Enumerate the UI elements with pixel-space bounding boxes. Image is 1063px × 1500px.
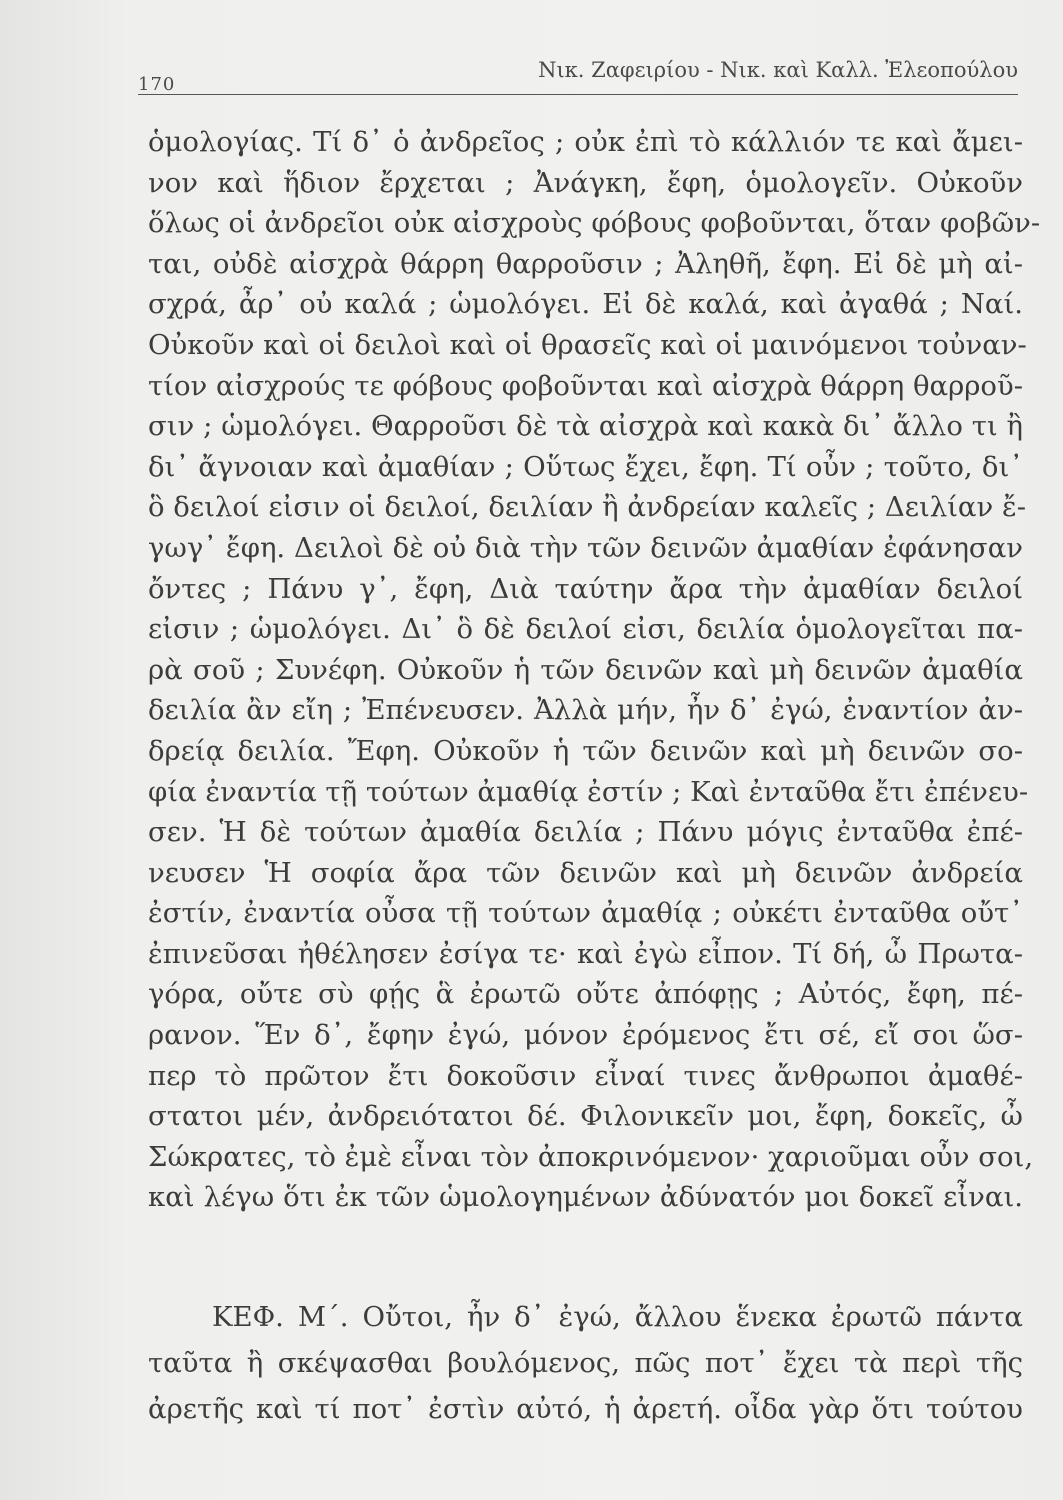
text-line: Οὐκοῦν καὶ οἱ δειλοὶ καὶ οἱ θρασεῖς καὶ οἱ μαινόμενοι τοὐναν- — [148, 328, 1027, 361]
main-paragraph — [148, 122, 1041, 1218]
text-line: ἐπινεῦσαι ἠθέλησεν ἐσίγα τε· καὶ ἐγὼ εἶπον. Τί δή, ὦ Πρωτα- — [148, 937, 1023, 970]
text-line: νευσεν Ἡ σοφία ἄρα τῶν δεινῶν καὶ μὴ δεινῶν ἀνδρεία — [148, 856, 1023, 889]
text-line: τίον αἰσχρούς τε φόβους φοβοῦνται καὶ αἰσχρὰ θάρρη θαρροῦ- — [148, 369, 1023, 402]
text-line: Σώκρατες, τὸ ἐμὲ εἶναι τὸν ἀποκρινόμενον· χαριοῦμαι οὖν σοι, — [148, 1140, 1034, 1173]
text-line: γωγ᾽ ἔφη. Δειλοὶ δὲ οὐ διὰ τὴν τῶν δεινῶν ἀμαθίαν ἐφάνησαν — [148, 531, 1023, 564]
text-line: σχρά, ἆρ᾽ οὐ καλά ; ὡμολόγει. Εἰ δὲ καλά, καὶ ἀγαθά ; Ναί. — [148, 288, 1023, 321]
header-rule — [138, 94, 1018, 95]
text-line: ἀρετῆς καὶ τί ποτ᾽ ἐστὶν αὐτό, ἡ ἀρετή. οἶδα γὰρ ὅτι τούτου — [148, 1393, 1023, 1425]
text-line: ὅλως οἱ ἀνδρεῖοι οὐκ αἰσχροὺς φόβους φοβοῦνται, ὅταν φοβῶν- — [148, 207, 1041, 240]
text-line: εἰσιν ; ὡμολόγει. Δι᾽ ὃ δὲ δειλοί εἰσι, δειλία ὁμολογεῖται πα- — [148, 613, 1023, 646]
text-line: ται, οὐδὲ αἰσχρὰ θάρρη θαρροῦσιν ; Ἀληθῆ, ἔφη. Εἰ δὲ μὴ αἰ- — [148, 247, 1023, 280]
text-line: σιν ; ὡμολόγει. Θαρροῦσι δὲ τὰ αἰσχρὰ καὶ κακὰ δι᾽ ἄλλο τι ἢ — [148, 410, 1023, 443]
text-line: ρανον. Ἕν δ᾽, ἔφην ἐγώ, μόνον ἐρόμενος ἔτι σέ, εἴ σοι ὥσ- — [148, 1019, 1023, 1052]
text-line: δειλία ἂν εἴη ; Ἐπένευσεν. Ἀλλὰ μήν, ἦν δ᾽ ἐγώ, ἐναντίον ἀν- — [148, 694, 1023, 727]
text-line: δρείᾳ δειλία. Ἔφη. Οὐκοῦν ἡ τῶν δεινῶν καὶ μὴ δεινῶν σο- — [148, 734, 1023, 767]
text-line: ὄντες ; Πάνυ γ᾽, ἔφη, Διὰ ταύτην ἄρα τὴν ἀμαθίαν δειλοί — [148, 572, 1023, 605]
chapter-paragraph — [148, 1294, 1023, 1432]
text-line: σεν. Ἡ δὲ τούτων ἀμαθία δειλία ; Πάνυ μόγις ἐνταῦθα ἐπέ- — [148, 816, 1023, 849]
text-line-last: καὶ λέγω ὅτι ἐκ τῶν ὡμολογημένων ἀδύνατόν μοι δοκεῖ εἶναι. — [148, 1181, 1023, 1214]
text-line: ρὰ σοῦ ; Συνέφη. Οὐκοῦν ἡ τῶν δεινῶν καὶ μὴ δεινῶν ἀμαθία — [148, 653, 1023, 686]
chapter-heading-line: ΚΕΦ. Μ΄. Οὔτοι, ἦν δ᾽ ἐγώ, ἄλλου ἕνεκα ἐρωτῶ πάντα — [212, 1301, 1023, 1333]
text-line: ταῦτα ἢ σκέψασθαι βουλόμενος, πῶς ποτ᾽ ἔχει τὰ περὶ τῆς — [148, 1347, 1023, 1379]
text-line: στατοι μέν, ἀνδρειότατοι δέ. Φιλονικεῖν μοι, ἔφη, δοκεῖς, ὦ — [148, 1100, 1023, 1133]
text-line: δι᾽ ἄγνοιαν καὶ ἀμαθίαν ; Οὕτως ἔχει, ἔφη. Τί οὖν ; τοῦτο, δι᾽ — [148, 450, 1023, 483]
text-line: ὃ δειλοί εἰσιν οἱ δειλοί, δειλίαν ἢ ἀνδρείαν καλεῖς ; Δειλίαν ἔ- — [148, 491, 1027, 524]
page-header — [138, 52, 1018, 98]
text-line: περ τὸ πρῶτον ἔτι δοκοῦσιν εἶναί τινες ἄνθρωποι ἀμαθέ- — [148, 1059, 1023, 1092]
text-line: νον καὶ ἥδιον ἔρχεται ; Ἀνάγκη, ἔφη, ὁμολογεῖν. Οὐκοῦν — [148, 166, 1023, 199]
text-line: ἐστίν, ἐναντία οὖσα τῇ τούτων ἀμαθίᾳ ; οὐκέτι ἐνταῦθα οὔτ᾽ — [148, 897, 1023, 930]
text-line: φία ἐναντία τῇ τούτων ἀμαθίᾳ ἐστίν ; Καὶ ἐνταῦθα ἔτι ἐπένευ- — [148, 775, 1029, 808]
text-line: ὁμολογίας. Τί δ᾽ ὁ ἀνδρεῖος ; οὐκ ἐπὶ τὸ κάλλιόν τε καὶ ἄμει- — [148, 126, 1023, 158]
text-line: γόρα, οὔτε σὺ φῄς ἃ ἐρωτῶ οὔτε ἀπόφῃς ; Αὐτός, ἔφη, πέ- — [148, 978, 1023, 1011]
page-number: 170 — [138, 74, 176, 95]
running-head: Νικ. Ζαφειρίου - Νικ. καὶ Καλλ. Ἐλεοπούλου — [538, 58, 1018, 82]
